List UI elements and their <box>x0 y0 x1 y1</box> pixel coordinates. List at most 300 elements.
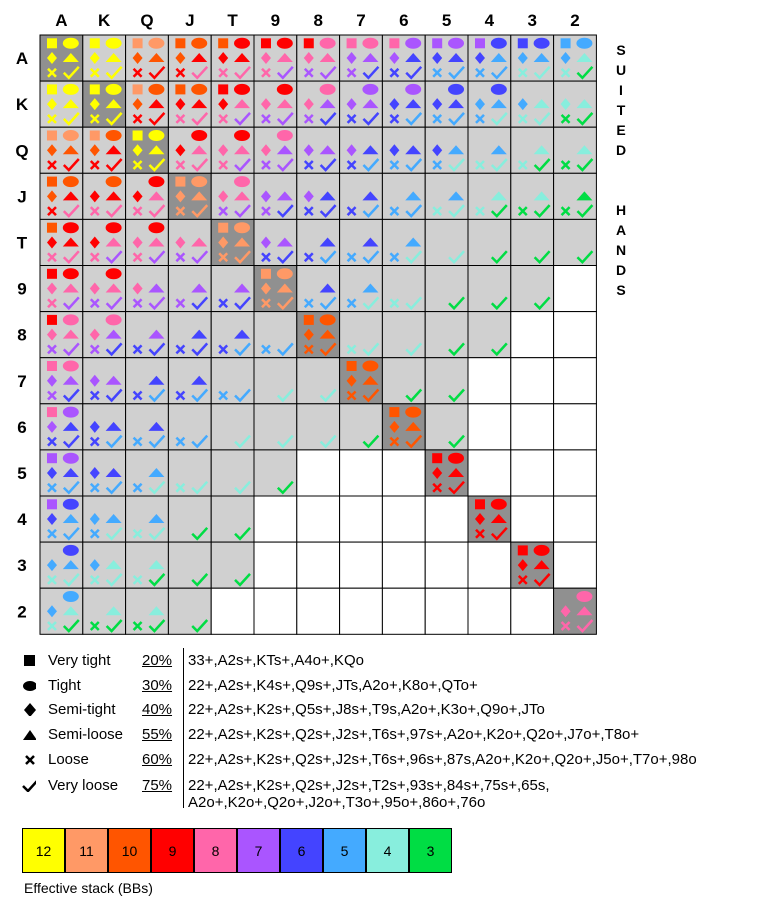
cell-T7s <box>340 219 383 265</box>
cell-95o <box>254 450 297 496</box>
legend-range-pct: 20% <box>142 652 173 669</box>
square-icon <box>133 130 143 140</box>
ellipse-icon <box>63 453 79 464</box>
cell-54o <box>425 496 468 542</box>
cell-A6s <box>382 35 425 81</box>
ellipse-icon <box>234 176 250 187</box>
cell-K9o <box>83 266 126 312</box>
cell-A8s <box>297 35 340 81</box>
square-icon <box>47 38 57 48</box>
cell-QTs <box>211 127 254 173</box>
legend-range-pct: 60% <box>142 751 173 768</box>
side-letter: S <box>616 42 626 58</box>
ellipse-icon <box>148 222 164 233</box>
cell-74s <box>468 358 511 404</box>
legend-range-pct: 75% <box>142 777 173 794</box>
cell-A2s <box>554 35 597 81</box>
cell-Q8o <box>126 312 169 358</box>
square-icon <box>133 84 143 94</box>
cell-ATs <box>211 35 254 81</box>
stack-scale-label: Effective stack (BBs) <box>24 880 153 896</box>
square-icon <box>90 84 100 94</box>
cell-32s <box>554 542 597 588</box>
square-icon <box>47 453 57 463</box>
ellipse-icon <box>191 176 207 187</box>
cell-KJo <box>83 173 126 219</box>
legend-range-pct: 40% <box>142 701 173 718</box>
cell-J7o <box>168 358 211 404</box>
cell-AQo <box>40 127 83 173</box>
cell-T5o <box>211 450 254 496</box>
triangle-icon <box>22 727 36 741</box>
cell-K7s <box>340 81 383 127</box>
legend-range-hands: 22+,A2s+,K2s+,Q2s+,J2s+,T6s+,96s+,87s,A2o+,K2o+,Q2o+,J5o+,T7o+,98o <box>188 751 697 768</box>
square-icon <box>90 38 100 48</box>
legend-range-hands-cont: A2o+,K2o+,Q2o+,J2o+,T3o+,95o+,86o+,76o <box>188 794 486 811</box>
cell-83s <box>511 312 554 358</box>
ellipse-icon <box>63 591 79 602</box>
cell-A3o <box>40 542 83 588</box>
col-header-8: 8 <box>313 11 323 30</box>
cell-T8o <box>211 312 254 358</box>
ellipse-icon <box>22 678 36 692</box>
stack-swatch-3: 3 <box>409 828 452 873</box>
cell-KQs <box>126 81 169 127</box>
cell-62o <box>382 588 425 634</box>
ellipse-icon <box>148 130 164 141</box>
cell-A5s <box>425 35 468 81</box>
cell-K5s <box>425 81 468 127</box>
square-icon <box>561 38 571 48</box>
legend-row-square <box>0 650 764 674</box>
cell-QTo <box>126 219 169 265</box>
cell-QJs <box>168 127 211 173</box>
cell-J2o <box>168 588 211 634</box>
ellipse-icon <box>491 38 507 49</box>
cell-K2o <box>83 588 126 634</box>
cell-A7o <box>40 358 83 404</box>
ellipse-icon <box>106 176 122 187</box>
cell-98o <box>254 312 297 358</box>
legend-range-hands: 22+,A2s+,K4s+,Q9s+,JTs,A2o+,K8o+,QTo+ <box>188 677 478 694</box>
cell-42s <box>554 496 597 542</box>
cell-63s <box>511 404 554 450</box>
col-header-T: T <box>227 11 238 30</box>
ellipse-icon <box>106 130 122 141</box>
legend-range-name: Very tight <box>48 652 111 669</box>
ellipse-icon <box>320 84 336 95</box>
cell-A8o <box>40 312 83 358</box>
col-header-Q: Q <box>140 11 154 30</box>
cell-J9o <box>168 266 211 312</box>
square-icon <box>47 84 57 94</box>
cell-22 <box>554 588 597 634</box>
cell-42o <box>468 588 511 634</box>
cell-A2o <box>40 588 83 634</box>
cell-T6o <box>211 404 254 450</box>
side-letter: S <box>616 282 626 298</box>
cell-JTo <box>168 219 211 265</box>
cell-92s <box>554 266 597 312</box>
square-icon <box>389 38 399 48</box>
cell-K6s <box>382 81 425 127</box>
ellipse-icon <box>448 84 464 95</box>
ellipse-icon <box>148 38 164 49</box>
cell-J3o <box>168 542 211 588</box>
cell-32o <box>511 588 554 634</box>
square-icon <box>347 38 357 48</box>
col-header-2: 2 <box>570 11 580 30</box>
ellipse-icon <box>63 38 79 49</box>
cell-T2o <box>211 588 254 634</box>
legend-range-hands: 22+,A2s+,K2s+,Q5s+,J8s+,T9s,A2o+,K3o+,Q9o+,JTo <box>188 701 545 718</box>
cell-T8s <box>297 219 340 265</box>
square-icon <box>47 223 57 233</box>
cell-K3s <box>511 81 554 127</box>
check-icon <box>22 778 36 792</box>
square-icon <box>304 38 314 48</box>
row-header-7: 7 <box>17 371 27 391</box>
ellipse-icon <box>63 314 79 325</box>
ellipse-icon <box>320 38 336 49</box>
cell-Q4s <box>468 127 511 173</box>
cell-AQs <box>126 35 169 81</box>
square-icon <box>518 38 528 48</box>
cell-K5o <box>83 450 126 496</box>
legend-range-name: Tight <box>48 677 81 694</box>
legend-row-ellipse <box>0 675 764 699</box>
cell-75o <box>340 450 383 496</box>
square-icon <box>175 177 185 187</box>
ellipse-icon <box>106 84 122 95</box>
cell-AJs <box>168 35 211 81</box>
ellipse-icon <box>148 84 164 95</box>
square-icon <box>261 269 271 279</box>
col-header-3: 3 <box>527 11 537 30</box>
stack-swatch-5: 5 <box>323 828 366 873</box>
stack-swatch-8: 8 <box>194 828 237 873</box>
square-icon <box>432 38 442 48</box>
legend-range-name: Semi-tight <box>48 701 116 718</box>
row-header-A: A <box>15 49 29 69</box>
cell-66 <box>382 404 425 450</box>
diamond-icon <box>22 702 36 716</box>
cell-82o <box>297 588 340 634</box>
cell-93s <box>511 266 554 312</box>
legend-row-check <box>0 775 764 811</box>
cell-63o <box>382 542 425 588</box>
square-icon <box>261 38 271 48</box>
cell-Q2s <box>554 127 597 173</box>
cell-KJs <box>168 81 211 127</box>
cell-T4s <box>468 219 511 265</box>
row-header-9: 9 <box>17 279 27 299</box>
cell-KTs <box>211 81 254 127</box>
ellipse-icon <box>576 591 592 602</box>
cell-74o <box>340 496 383 542</box>
cell-K6o <box>83 404 126 450</box>
cell-72o <box>340 588 383 634</box>
cell-J3s <box>511 173 554 219</box>
cell-75s <box>425 358 468 404</box>
cell-86s <box>382 312 425 358</box>
ellipse-icon <box>491 499 507 510</box>
cell-76o <box>340 404 383 450</box>
legend-row-diamond <box>0 699 764 723</box>
cell-T6s <box>382 219 425 265</box>
legend-range-hands: 22+,A2s+,K2s+,Q2s+,J2s+,T6s+,97s+,A2o+,K2o+,Q2o+,J7o+,T8o+ <box>188 726 640 743</box>
legend-range-pct: 55% <box>142 726 173 743</box>
square-icon <box>389 407 399 417</box>
side-letter: D <box>615 262 627 278</box>
ellipse-icon <box>534 38 550 49</box>
ellipse-icon <box>234 130 250 141</box>
cell-62s <box>554 404 597 450</box>
cell-T3s <box>511 219 554 265</box>
ellipse-icon <box>63 222 79 233</box>
ellipse-icon <box>277 268 293 279</box>
stack-swatch-4: 4 <box>366 828 409 873</box>
cell-T2s <box>554 219 597 265</box>
cell-Q5s <box>425 127 468 173</box>
square-icon <box>47 499 57 509</box>
ellipse-icon <box>63 84 79 95</box>
square-icon <box>218 223 228 233</box>
cell-J2s <box>554 173 597 219</box>
square-icon <box>22 653 36 667</box>
row-header-5: 5 <box>17 463 27 483</box>
ellipse-icon <box>362 38 378 49</box>
ellipse-icon <box>277 130 293 141</box>
side-letter: T <box>616 102 626 118</box>
ellipse-icon <box>362 84 378 95</box>
cell-73s <box>511 358 554 404</box>
ellipse-icon <box>106 222 122 233</box>
cell-Q3s <box>511 127 554 173</box>
row-header-3: 3 <box>17 556 27 576</box>
cell-88 <box>297 312 340 358</box>
side-letter: U <box>615 62 627 78</box>
cell-Q9s <box>254 127 297 173</box>
cell-Q6o <box>126 404 169 450</box>
cell-97s <box>340 266 383 312</box>
cell-K8s <box>297 81 340 127</box>
cell-52s <box>554 450 597 496</box>
cell-85o <box>297 450 340 496</box>
ellipse-icon <box>277 38 293 49</box>
ellipse-icon <box>234 84 250 95</box>
row-header-6: 6 <box>17 417 27 437</box>
cell-Q4o <box>126 496 169 542</box>
cell-KTo <box>83 219 126 265</box>
cell-QJo <box>126 173 169 219</box>
cell-ATo <box>40 219 83 265</box>
cell-T5s <box>425 219 468 265</box>
ellipse-icon <box>63 545 79 556</box>
cell-T9o <box>211 266 254 312</box>
square-icon <box>90 130 100 140</box>
col-header-4: 4 <box>484 11 495 30</box>
cell-84o <box>297 496 340 542</box>
square-icon <box>47 269 57 279</box>
cell-84s <box>468 312 511 358</box>
cell-99 <box>254 266 297 312</box>
cell-J4o <box>168 496 211 542</box>
ellipse-icon <box>362 360 378 371</box>
side-letter: H <box>615 202 627 218</box>
cell-44 <box>468 496 511 542</box>
cell-83o <box>297 542 340 588</box>
cell-85s <box>425 312 468 358</box>
cell-T7o <box>211 358 254 404</box>
cell-96s <box>382 266 425 312</box>
cell-T4o <box>211 496 254 542</box>
ellipse-icon <box>448 38 464 49</box>
cell-Q6s <box>382 127 425 173</box>
cell-72s <box>554 358 597 404</box>
ellipse-icon <box>277 84 293 95</box>
row-header-K: K <box>15 95 29 115</box>
cell-77 <box>340 358 383 404</box>
col-header-J: J <box>185 11 195 30</box>
cell-94o <box>254 496 297 542</box>
stack-swatch-9: 9 <box>151 828 194 873</box>
ellipse-icon <box>106 38 122 49</box>
square-icon <box>47 177 57 187</box>
ellipse-icon <box>576 38 592 49</box>
cell-A7s <box>340 35 383 81</box>
cell-TT <box>211 219 254 265</box>
cell-A4s <box>468 35 511 81</box>
cell-J5s <box>425 173 468 219</box>
cell-J7s <box>340 173 383 219</box>
ellipse-icon <box>234 222 250 233</box>
cell-K8o <box>83 312 126 358</box>
cell-Q5o <box>126 450 169 496</box>
cell-T3o <box>211 542 254 588</box>
square-icon <box>304 315 314 325</box>
cell-43s <box>511 496 554 542</box>
side-letter: I <box>619 82 623 98</box>
cell-86o <box>297 404 340 450</box>
cell-Q9o <box>126 266 169 312</box>
square-icon <box>175 38 185 48</box>
square-icon <box>475 499 485 509</box>
ellipse-icon <box>534 545 550 556</box>
cell-95s <box>425 266 468 312</box>
cell-A9o <box>40 266 83 312</box>
cell-97o <box>254 358 297 404</box>
row-header-T: T <box>16 233 28 253</box>
legend-range-hands: 22+,A2s+,K2s+,Q2s+,J2s+,T2s+,93s+,84s+,75s+,65s, <box>188 777 550 794</box>
legend-range-hands: 33+,A2s+,KTs+,A4o+,KQo <box>188 652 364 669</box>
square-icon <box>175 84 185 94</box>
row-header-J: J <box>17 187 27 207</box>
cell-65o <box>382 450 425 496</box>
side-letter: E <box>616 122 626 138</box>
ellipse-icon <box>191 38 207 49</box>
cell-AJo <box>40 173 83 219</box>
cell-J4s <box>468 173 511 219</box>
cell-64s <box>468 404 511 450</box>
stack-swatch-11: 11 <box>65 828 108 873</box>
ellipse-icon <box>63 407 79 418</box>
cell-K3o <box>83 542 126 588</box>
col-header-A: A <box>55 11 68 30</box>
square-icon <box>218 84 228 94</box>
cell-AKo <box>40 81 83 127</box>
square-icon <box>218 38 228 48</box>
ellipse-icon <box>63 268 79 279</box>
cell-J5o <box>168 450 211 496</box>
legend-divider <box>183 648 184 808</box>
ellipse-icon <box>448 453 464 464</box>
col-header-K: K <box>98 11 111 30</box>
col-header-5: 5 <box>441 11 452 30</box>
row-header-4: 4 <box>17 510 27 530</box>
cell-53o <box>425 542 468 588</box>
ellipse-icon <box>63 176 79 187</box>
ellipse-icon <box>63 360 79 371</box>
cell-J8o <box>168 312 211 358</box>
cell-J9s <box>254 173 297 219</box>
ellipse-icon <box>191 84 207 95</box>
stack-swatch-7: 7 <box>237 828 280 873</box>
cell-76s <box>382 358 425 404</box>
cell-54s <box>468 450 511 496</box>
cell-J6o <box>168 404 211 450</box>
square-icon <box>47 130 57 140</box>
ellipse-icon <box>405 84 421 95</box>
legend-range-name: Very loose <box>48 777 119 794</box>
legend-range-name: Semi-loose <box>48 726 124 743</box>
ellipse-icon <box>234 38 250 49</box>
square-icon <box>347 361 357 371</box>
cell-93o <box>254 542 297 588</box>
col-header-6: 6 <box>399 11 409 30</box>
ellipse-icon <box>491 84 507 95</box>
cell-A5o <box>40 450 83 496</box>
cell-A3s <box>511 35 554 81</box>
row-header-2: 2 <box>17 602 27 622</box>
square-icon <box>47 361 57 371</box>
cell-73o <box>340 542 383 588</box>
square-icon <box>432 453 442 463</box>
cell-Q7s <box>340 127 383 173</box>
cell-K4o <box>83 496 126 542</box>
cell-A9s <box>254 35 297 81</box>
cell-64o <box>382 496 425 542</box>
ellipse-icon <box>63 130 79 141</box>
cell-KK <box>83 81 126 127</box>
cell-Q8s <box>297 127 340 173</box>
cell-K7o <box>83 358 126 404</box>
cell-65s <box>425 404 468 450</box>
ellipse-icon <box>106 314 122 325</box>
ellipse-icon <box>405 38 421 49</box>
legend-row-triangle <box>0 724 764 748</box>
ellipse-icon <box>106 268 122 279</box>
row-header-8: 8 <box>17 325 27 345</box>
cell-43o <box>468 542 511 588</box>
cell-A6o <box>40 404 83 450</box>
cell-J8s <box>297 173 340 219</box>
square-icon <box>518 545 528 555</box>
ellipse-icon <box>148 176 164 187</box>
side-letter: N <box>615 242 627 258</box>
cell-K4s <box>468 81 511 127</box>
cell-J6s <box>382 173 425 219</box>
